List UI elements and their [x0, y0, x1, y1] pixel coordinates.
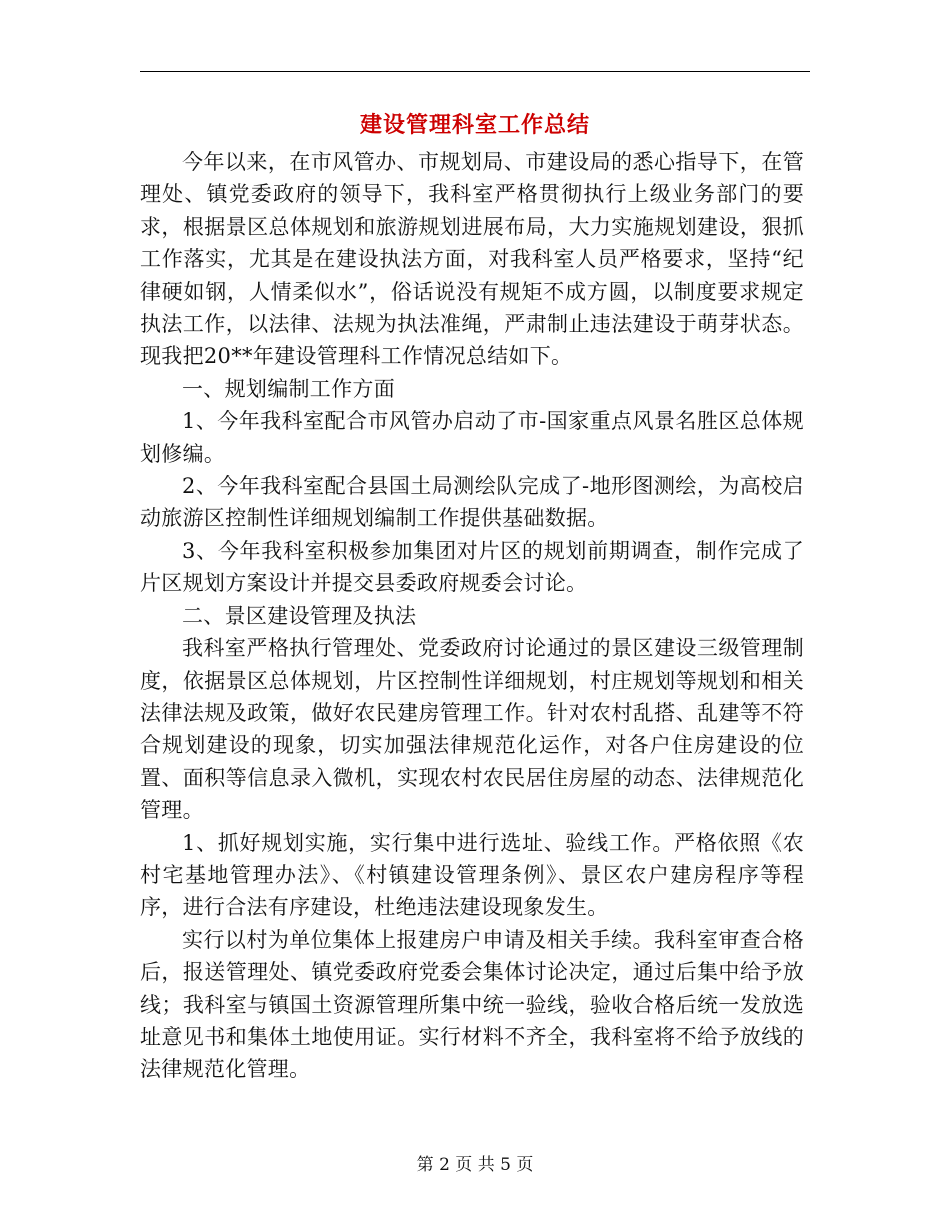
page-footer: 第 2 页 共 5 页 [416, 1155, 534, 1175]
paragraph-management-2: 实行以村为单位集体上报建房户申请及相关手续。我科室审查合格后，报送管理处、镇党委政府党委会集体讨论决定，通过后集中给予放线；我科室与镇国土资源管理所集中统一验线，验收合格后统一发放选址意见书和集体土地使用证。实行材料不齐全，我科室将不给予放线的法律规范化管理。 [140, 927, 804, 1082]
document-body [140, 146, 804, 1086]
paragraph-planning-2: 2、今年我科室配合县国土局测绘队完成了-地形图测绘，为高校启动旅游区控制性详细规划编制工作提供基础数据。 [140, 474, 804, 531]
document-title: 建设管理科室工作总结 [359, 112, 590, 138]
paragraph-planning-3: 3、今年我科室积极参加集团对片区的规划前期调查，制作完成了片区规划方案设计并提交县委政府规委会讨论。 [140, 538, 804, 596]
paragraph-intro: 今年以来，在市风管办、市规划局、市建设局的悉心指导下，在管理处、镇党委政府的领导下，我科室严格贯彻执行上级业务部门的要求，根据景区总体规划和旅游规划进展布局，大力实施规划建设，狠抓工作落实，尤其是在建设执法方面，对我科室人员严格要求，坚持“纪律硬如钢，人情柔似水”，俗话说没有规矩不成方圆，以制度要求规定执法工作，以法律、法规为执法准绳，严肃制止违法建设于萌芽状态。现我把20**年建设管理科工作情况总结如下。 [140, 150, 804, 369]
paragraph-management-1: 1、抓好规划实施，实行集中进行选址、验线工作。严格依照《农村宅基地管理办法》、《村镇建设管理条例》、景区农户建房程序等程序，进行合法有序建设，杜绝违法建设现象发生。 [140, 830, 804, 920]
paragraph-planning-1: 1、今年我科室配合市风管办启动了市-国家重点风景名胜区总体规划修编。 [140, 409, 804, 466]
header-rule [140, 71, 810, 72]
section-heading-management: 二、景区建设管理及执法 [182, 603, 417, 628]
paragraph-management: 我科室严格执行管理处、党委政府讨论通过的景区建设三级管理制度，依据景区总体规划，片区控制性详细规划，村庄规划等规划和相关法律法规及政策，做好农民建房管理工作。针对农村乱搭、乱建等不符合规划建设的现象，切实加强法律规范化运作，对各户住房建设的位置、面积等信息录入微机，实现农村农民居住房屋的动态、法律规范化管理。 [140, 636, 804, 823]
section-heading-planning: 一、规划编制工作方面 [182, 376, 395, 401]
